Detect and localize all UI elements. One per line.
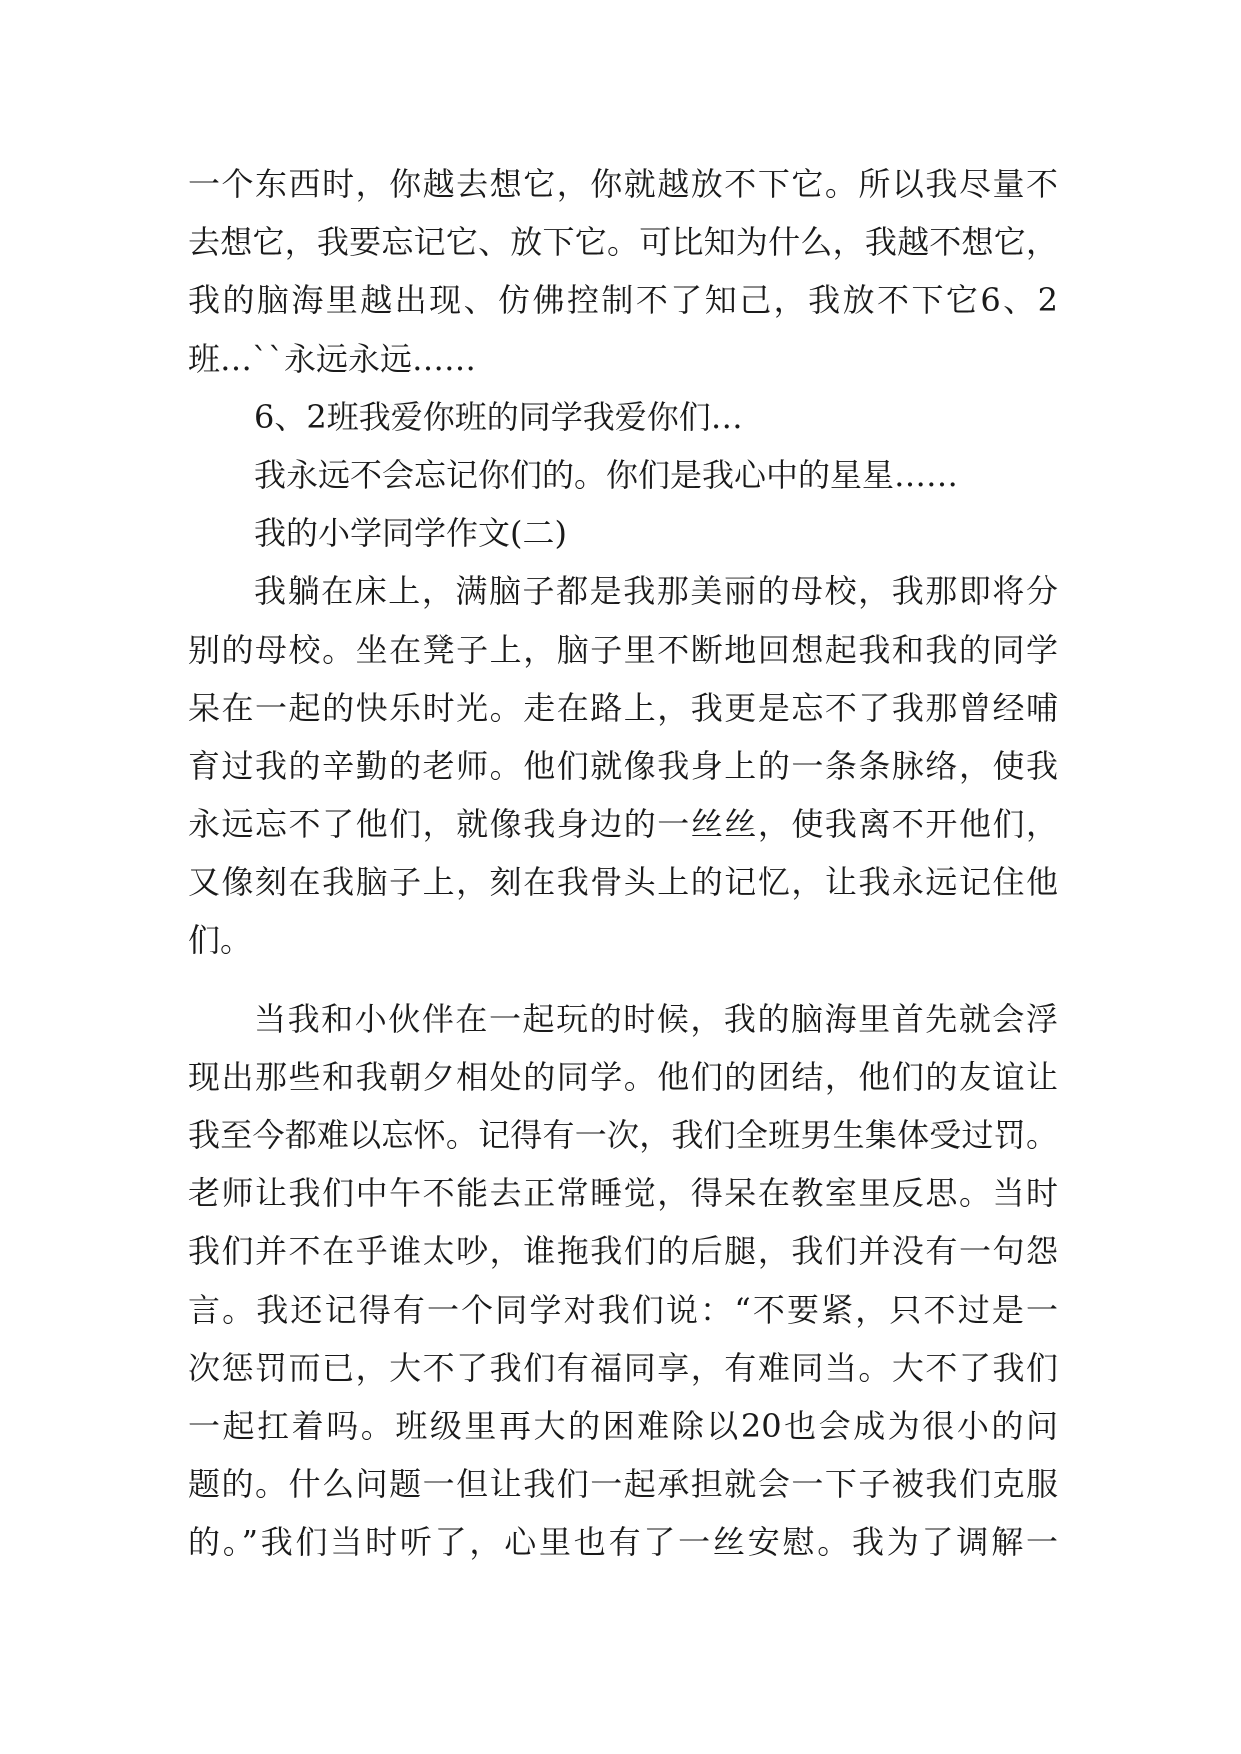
text-line: 永远忘不了他们，就像我身边的一丝丝，使我离不开他们，	[188, 805, 1058, 844]
text-line: 育过我的辛勤的老师。他们就像我身上的一条条脉络，使我	[188, 746, 1058, 785]
text-line: 我的脑海里越出现、仿佛控制不了知己，我放不下它6、2	[188, 281, 1058, 320]
paragraph-first-line: 当我和小伙伴在一起玩的时候，我的脑海里首先就会浮	[254, 999, 1058, 1038]
text-line: 次惩罚而已，大不了我们有福同享，有难同当。大不了我们	[188, 1348, 1058, 1387]
text-line: 一起扛着吗。班级里再大的困难除以20也会成为很小的问	[188, 1406, 1058, 1445]
text-line: 班…``永远永远……	[188, 339, 477, 378]
text-line: 去想它，我要忘记它、放下它。可比知为什么，我越不想它，	[188, 223, 1058, 262]
text-line: 我们并不在乎谁太吵，谁拖我们的后腿，我们并没有一句怨	[188, 1232, 1058, 1271]
paragraph-line: 6、2班我爱你班的同学我爱你们…	[254, 397, 743, 436]
text-line: 一个东西时，你越去想它，你就越放不下它。所以我尽量不	[188, 165, 1058, 203]
paragraph-first-line: 我躺在床上，满脑子都是我那美丽的母校，我那即将分	[254, 572, 1058, 611]
text-line: 现出那些和我朝夕相处的同学。他们的团结，他们的友谊让	[188, 1057, 1058, 1096]
section-heading: 我的小学同学作文(二)	[254, 514, 567, 553]
document-body	[188, 155, 1058, 1572]
text-line: 们。	[188, 921, 253, 960]
text-line: 呆在一起的快乐时光。走在路上，我更是忘不了我那曾经哺	[188, 688, 1058, 727]
text-line: 题的。什么问题一但让我们一起承担就会一下子被我们克服	[188, 1465, 1058, 1504]
paragraph-line: 我永远不会忘记你们的。你们是我心中的星星……	[254, 455, 959, 494]
text-line: 又像刻在我脑子上，刻在我骨头上的记忆，让我永远记住他	[188, 863, 1058, 902]
text-line: 老师让我们中午不能去正常睡觉，得呆在教室里反思。当时	[188, 1174, 1058, 1213]
text-line: 别的母校。坐在凳子上，脑子里不断地回想起我和我的同学	[188, 630, 1058, 669]
text-line: 言。我还记得有一个同学对我们说：“不要紧，只不过是一	[188, 1290, 1058, 1329]
text-line: 我至今都难以忘怀。记得有一次，我们全班男生集体受过罚。	[188, 1116, 1058, 1154]
text-line: 的。”我们当时听了，心里也有了一丝安慰。我为了调解一	[188, 1523, 1058, 1562]
